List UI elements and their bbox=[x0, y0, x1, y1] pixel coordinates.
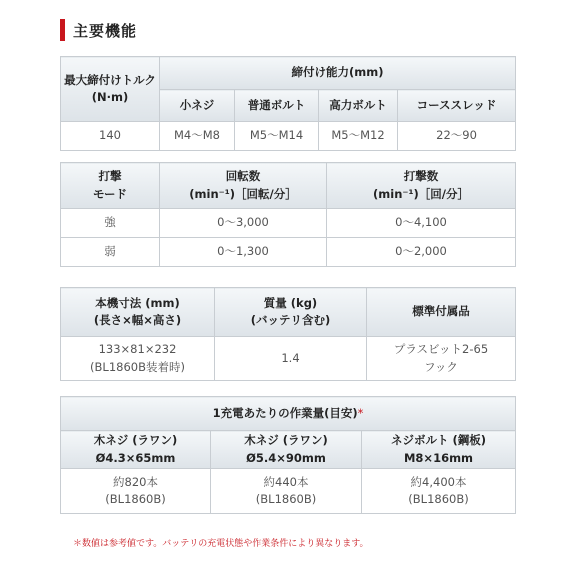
mode-header: 打撃 モード bbox=[61, 163, 160, 209]
rpm-strong: 0～3,000 bbox=[160, 209, 327, 238]
wood-screw-43-header: 木ネジ (ラワン) Ø4.3×65mm bbox=[61, 431, 211, 469]
asterisk-mark: * bbox=[357, 405, 364, 420]
standard-bolt-value: M5～M14 bbox=[235, 122, 319, 151]
section-title: 主要機能 bbox=[73, 21, 138, 40]
accessories-value: プラスビット2-65 フック bbox=[367, 337, 516, 381]
small-screw-header: 小ネジ bbox=[160, 90, 235, 122]
work-per-charge-title-text: 1充電あたりの作業量(目安) bbox=[212, 405, 358, 420]
standard-bolt-header: 普通ボルト bbox=[235, 90, 319, 122]
weight-header: 質量 (kg) (バッテリ含む) bbox=[215, 288, 367, 337]
mode-strong: 強 bbox=[61, 209, 160, 238]
small-screw-value: M4～M8 bbox=[160, 122, 235, 151]
coarse-thread-value: 22～90 bbox=[398, 122, 516, 151]
coarse-thread-header: コーススレッド bbox=[398, 90, 516, 122]
wood-screw-54-header: 木ネジ (ラワン) Ø5.4×90mm bbox=[211, 431, 362, 469]
work-per-charge-table bbox=[60, 396, 516, 514]
ipm-strong: 0～4,100 bbox=[327, 209, 516, 238]
dimensions-table bbox=[60, 287, 516, 381]
screw-bolt-value: 約4,400本 (BL1860B) bbox=[362, 469, 516, 514]
max-torque-header: 最大締付けトルク(N·m) bbox=[61, 57, 160, 122]
rpm-weak: 0～1,300 bbox=[160, 238, 327, 267]
footnote: ＊数値は参考値です。バッテリの充電状態や作業条件により異なります。 bbox=[73, 539, 369, 549]
wood-screw-54-value: 約440本 (BL1860B) bbox=[211, 469, 362, 514]
torque-value: 140 bbox=[61, 122, 160, 151]
accent-bar bbox=[60, 19, 65, 41]
dimensions-header: 本機寸法 (mm) (長さ×幅×高さ) bbox=[61, 288, 215, 337]
rpm-header: 回転数 (min⁻¹)［回転/分］ bbox=[160, 163, 327, 209]
ipm-header: 打撃数 (min⁻¹)［回/分］ bbox=[327, 163, 516, 209]
dimensions-value: 133×81×232 (BL1860B装着時) bbox=[61, 337, 215, 381]
impact-mode-table bbox=[60, 162, 516, 267]
high-tension-bolt-value: M5～M12 bbox=[319, 122, 398, 151]
work-per-charge-title bbox=[61, 397, 516, 431]
weight-value: 1.4 bbox=[215, 337, 367, 381]
wood-screw-43-value: 約820本 (BL1860B) bbox=[61, 469, 211, 514]
capacity-table bbox=[60, 56, 516, 151]
ipm-weak: 0～2,000 bbox=[327, 238, 516, 267]
accessories-header: 標準付属品 bbox=[367, 288, 516, 337]
section-header bbox=[60, 18, 137, 42]
screw-bolt-header: ネジボルト (鋼板) M8×16mm bbox=[362, 431, 516, 469]
high-tension-bolt-header: 高力ボルト bbox=[319, 90, 398, 122]
capacity-header: 締付け能力(mm) bbox=[160, 57, 516, 90]
mode-weak: 弱 bbox=[61, 238, 160, 267]
